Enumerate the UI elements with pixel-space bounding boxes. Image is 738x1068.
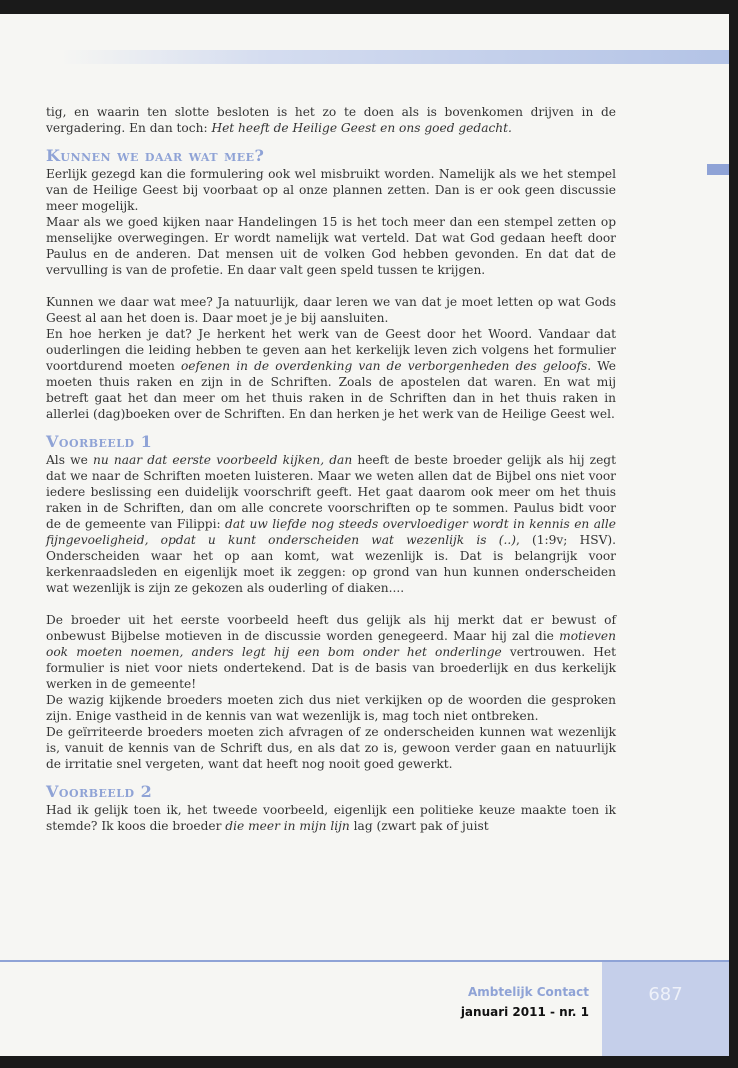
paragraph: Eerlijk gezegd kan die formulering ook wel misbruikt worden. Namelijk als we het stempel van de Heilige Geest bij voorbaat op al onze plannen zetten. Dan is er ook geen discussie meer mogelijk. [46,167,616,213]
page-number: 687 [648,984,683,1005]
footer-publication [461,982,589,1022]
paragraph: En hoe herken je dat? Je herkent het werk van de Geest door het Woord. Vandaar dat ouderlingen die leiding hebben te geven aan het kerkelijk leven zich volgens het formulier voortdurend moeten oefenen in de overdenking van de verborgenheden des geloofs. We moeten thuis raken en zijn in de Schriften. Zoals de apostelen dat waren. En wat mij betreft gaat het dan meer om het thuis raken in de Schriften dan in het thuis raken in allerlei (dag)boeken over de Schriften. En dan herken je het werk van de Heilige Geest wel. [46,327,616,421]
paragraph: De wazig kijkende broeders moeten zich dus niet verkijken op de woorden die gesproken zijn. Enige vastheid in de kennis van wat wezenlijk is, mag toch niet ontbreken. [46,693,616,723]
bible-quote: dat uw liefde nog steeds overvloediger wordt in kennis en alle fijngevoeligheid, opdat u kunt onderscheiden wat wezenlijk is (..) [46,517,616,547]
paragraph: Maar als we goed kijken naar Handelingen 15 is het toch meer dan een stempel zetten op menselijke overwegingen. Er wordt namelijk wat verteld. Dat wat God gedaan heeft door Paulus en de anderen. Dat mensen uit de volken God hebben gevonden. En dat dat de vervulling is van de profetie. En daar valt geen speld tussen te krijgen. [46,215,616,277]
header-band [60,50,729,64]
paragraph: Als we nu naar dat eerste voorbeeld kijken, dan heeft de beste broeder gelijk als hij zegt dat we naar de Schriften moeten luisteren. Maar we weten allen dat de Bijbel ons niet voor iedere beslissing een duidelijk voorschrift geeft. Het gaat daarom ook meer om het thuis raken in de Schriften, dan om alle concrete voorschriften op te sommen. Paulus bidt voor de de gemeente van Filippi: dat uw liefde nog steeds overvloediger wordt in kennis en alle fijngevoeligheid, opdat u kunt onderscheiden wat wezenlijk is (..), (1:9v; HSV). Onderscheiden waar het op aan komt, wat wezenlijk is. Dat is belangrijk voor kerkenraadsleden en eigenlijk moet ik zeggen: op grond van hun kunnen onderscheiden wat wezenlijk is zijn ze gekozen als ouderling of diaken.... [46,453,617,595]
section-heading-voorbeeld-2: Voorbeeld 2 [46,782,153,801]
paragraph: Kunnen we daar wat mee? Ja natuurlijk, daar leren we van dat je moet letten op wat Gods Geest al aan het doen is. Daar moet je je bij aansluiten. [46,295,616,325]
article-body [46,104,616,834]
side-tab-marker [707,164,729,175]
paragraph: De geïrriteerde broeders moeten zich afvragen of ze onderscheiden kunnen wat wezenlijk is, vanuit de kennis van de Schrift dus, en als dat zo is, gewoon verder gaan en natuurlijk de irritatie snel vergeten, want dat heeft nog nooit goed gewerkt. [46,725,616,771]
paragraph: De broeder uit het eerste voorbeeld heeft dus gelijk als hij merkt dat er bewust of onbewust Bijbelse motieven in de discussie worden genegeerd. Maar hij zal die motieven ook moeten noemen, anders legt hij een bom onder het onderlinge vertrouwen. Het formulier is niet voor niets ondertekend. Dat is de basis van broederlijk en dus kerkelijk werken in de gemeente! [46,613,616,691]
intro-quote: Het heeft de Heilige Geest en ons goed gedacht. [211,121,512,135]
magazine-page [0,14,729,1056]
issue-date: januari 2011 - nr. 1 [460,1005,589,1019]
section-heading-kunnen: Kunnen we daar wat mee? [46,146,265,165]
publication-title: Ambtelijk Contact [467,985,589,999]
section-heading-voorbeeld-1: Voorbeeld 1 [46,432,153,451]
intro-paragraph: tig, en waarin ten slotte besloten is het zo te doen als is bovenkomen drijven in de vergadering. En dan toch: Het heeft de Heilige Geest en ons goed gedacht. [46,105,616,135]
paragraph: Had ik gelijk toen ik, het tweede voorbeeld, eigenlijk een politieke keuze maakte toen ik stemde? Ik koos die broeder die meer in mijn lijn lag (zwart pak of juist [46,803,616,833]
page-number-box [602,962,729,1056]
